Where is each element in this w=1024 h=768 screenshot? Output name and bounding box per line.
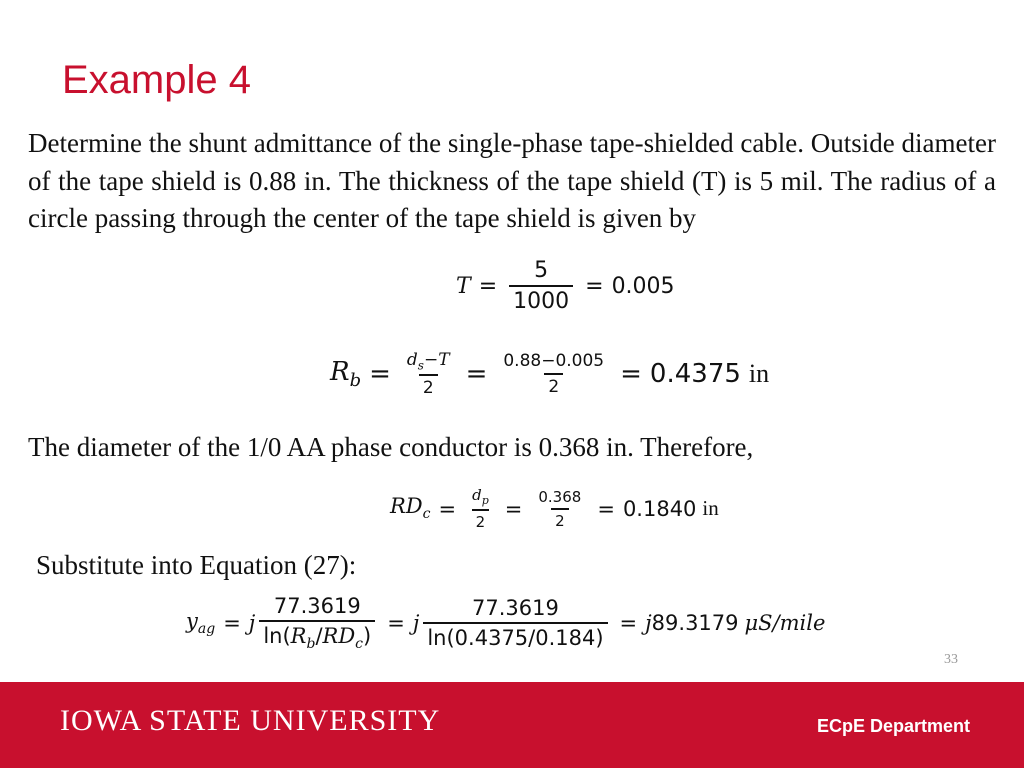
eq3-unit: in: [702, 496, 719, 520]
eq3-fraction-numeric: $\frac{0.368}{2}$: [538, 487, 582, 530]
eq4-fraction-symbolic: $\frac{77.3619}{\ln(R_b/RD_c)}$: [259, 594, 375, 652]
eq4-fraction-numeric: $\frac{77.3619}{\ln(0.4375/0.184)}$: [423, 596, 607, 650]
page-number: 33: [944, 652, 958, 667]
equation-thickness: T = $\frac{5}{1000}$ = 0.005: [456, 258, 675, 314]
equation-rb: $R_b$ = $\frac{d_s-T}{2}$ = $\frac{0.88-0.005}{2}$ = 0.4375 in: [330, 350, 770, 399]
eq3-fraction-symbolic: $\frac{d_p}{2}$: [472, 486, 489, 531]
substitute-sentence: Substitute into Equation (27):: [36, 550, 357, 580]
eq4-unit: μS/mile: [744, 611, 826, 636]
eq1-result: 0.005: [611, 273, 675, 299]
equation-yag: $y_{ag}$ = j $\frac{77.3619}{\ln(R_b/RD_c)}$ = j $\frac{77.3619}{\ln(0.4375/0.184)}$ = j 89.3179 μS/mile: [186, 594, 826, 653]
footer-bar: [0, 682, 1024, 768]
department-label: ECpE Department: [816, 716, 970, 736]
university-logo: IOWA STATE UNIVERSITY: [60, 704, 441, 737]
eq2-fraction-numeric: $\frac{0.88-0.005}{2}$: [503, 351, 605, 398]
eq4-lhs: $y_{ag}$: [186, 609, 216, 638]
conductor-sentence: The diameter of the 1/0 AA phase conductor is 0.368 in. Therefore,: [28, 432, 754, 462]
equation-rdc: $RD_c$ = $\frac{d_p}{2}$ = $\frac{0.368}{2}$ = 0.1840 in: [390, 486, 719, 531]
eq2-lhs: $R_b$: [330, 357, 362, 392]
eq4-result: 89.3179: [651, 611, 739, 636]
problem-statement: Determine the shunt admittance of the single-phase tape-shielded cable. Outside diameter of the tape shield is 0.88 in. The thickness of the tape shield (T) is 5 mil. The radius of a circle passing through the center of the tape shield is given by: [28, 128, 996, 233]
eq1-lhs: T: [456, 273, 471, 299]
slide-title: Example 4: [62, 58, 251, 102]
eq3-result: 0.1840: [622, 496, 697, 521]
eq2-result: 0.4375: [649, 359, 741, 390]
eq1-denominator: 1000: [509, 285, 573, 314]
eq2-fraction-symbolic: $\frac{d_s-T}{2}$: [406, 350, 450, 399]
eq1-fraction: [509, 258, 573, 314]
eq1-numerator: 5: [534, 258, 549, 283]
eq2-unit: in: [748, 359, 770, 389]
eq3-lhs: $RD_c$: [390, 494, 431, 523]
